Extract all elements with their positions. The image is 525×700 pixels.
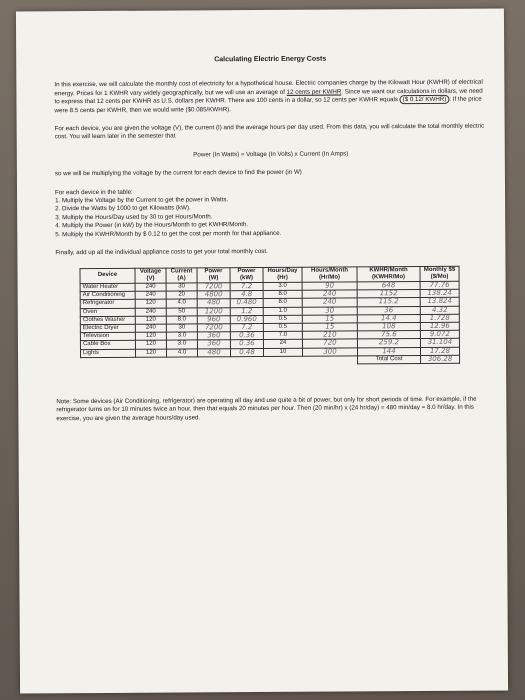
hours-month-cell: 720 <box>302 339 357 348</box>
col-header: Current (A) <box>166 267 197 283</box>
power-kw-cell: 7.2 <box>230 282 263 290</box>
hours-month-cell: 210 <box>302 331 357 340</box>
col-header: Power (W) <box>197 267 230 283</box>
hours-day-cell: 10 <box>263 348 302 356</box>
circled-rate: ($ 0.12/ KWHR) <box>400 95 450 104</box>
power-w-cell: 360 <box>197 340 230 348</box>
hours-month-cell: 15 <box>302 323 357 332</box>
current-cell: 50 <box>166 307 197 315</box>
device-cell: Air Conditioning <box>80 291 135 300</box>
hours-day-cell: 8.0 <box>263 290 302 298</box>
device-cell: Electric Dryer <box>80 324 135 333</box>
monthly-cost-cell: 17.28 <box>420 347 459 355</box>
power-kw-cell: 7.2 <box>230 323 263 331</box>
step-item: 1. Multiply the Voltage by the Current to get the power in Watts. <box>55 196 229 205</box>
step-item: 3. Multiply the Hours/Day used by 30 to get Hours/Month. <box>55 213 213 222</box>
monthly-cost-cell: 1.728 <box>420 314 459 322</box>
kwhr-month-cell: 144 <box>357 347 420 356</box>
hours-day-cell: 8.0 <box>263 299 302 307</box>
current-cell: 4.0 <box>166 299 197 307</box>
worksheet-page <box>16 9 508 694</box>
device-cell: Cable Box <box>80 341 135 350</box>
current-cell: 30 <box>166 283 197 291</box>
device-cell: Clothes Washer <box>80 316 135 325</box>
finally-text: Finally, add up all the individual appliance costs to get your total monthly cost. <box>55 248 268 257</box>
device-cell: Refrigerator <box>80 300 135 309</box>
steps-intro: For each device in the table: <box>55 188 133 196</box>
hours-month-cell: 240 <box>302 298 357 307</box>
col-header: Hours/Month (Hr/Mo) <box>302 266 357 282</box>
steps-list <box>55 186 487 239</box>
step-item: 2. Divide the Watts by 1000 to get Kilowatts (kW). <box>55 204 191 213</box>
power-kw-cell: 0.36 <box>230 340 263 348</box>
power-kw-cell: 0.960 <box>230 315 263 323</box>
total-cost-value: 306.28 <box>421 355 460 363</box>
device-cell: Television <box>80 332 135 341</box>
note-paragraph: Note: Some devices (Air Conditioning, refrigerator) are operating all day and use quite a bit of power, but only for short periods of time. For example, if the refrigerator turns on for 10 minutes twice an hour, then that equals 20 minutes per hour. Then (20 min/hr) x (24 hr/day) = 480 min/day = 8.0 hr/day. In this exercise, you are given the average hours/day used. <box>56 395 477 423</box>
hours-month-cell: 15 <box>302 315 357 324</box>
col-header: Device <box>80 268 135 284</box>
hours-month-cell: 240 <box>302 290 357 299</box>
power-w-cell: 7200 <box>197 324 230 332</box>
voltage-cell: 120 <box>135 349 166 357</box>
step-item: 5. Multiply the KWHR/Month by $ 0.12 to get the cost per month for that appliance. <box>55 229 282 238</box>
hours-month-cell: 300 <box>302 347 357 356</box>
total-cost-label: Total Cost <box>358 355 421 364</box>
device-cell: Water Heater <box>80 283 135 292</box>
voltage-cell: 240 <box>135 283 166 291</box>
hours-day-cell: 0.5 <box>263 315 302 323</box>
hours-day-cell: 3.0 <box>263 282 302 290</box>
monthly-cost-cell: 13.824 <box>420 298 459 306</box>
col-header: Hours/Day (Hr) <box>263 267 302 283</box>
power-w-cell: 360 <box>197 332 230 340</box>
current-cell: 4.0 <box>166 348 197 356</box>
power-kw-cell: 1.2 <box>230 307 263 315</box>
monthly-cost-cell: 9.072 <box>420 330 459 338</box>
intro-paragraph <box>54 79 486 115</box>
voltage-cell: 240 <box>135 308 166 316</box>
table-header-row <box>80 266 459 284</box>
monthly-cost-cell: 77.76 <box>420 281 459 289</box>
device-cell: Lights <box>80 349 135 358</box>
power-w-cell: 480 <box>197 348 230 356</box>
device-cell: Oven <box>80 308 135 317</box>
current-cell: 3.0 <box>166 332 197 340</box>
hours-month-cell: 30 <box>302 306 357 315</box>
kwhr-month-cell: 108 <box>357 322 420 331</box>
voltage-cell: 240 <box>135 324 166 332</box>
so-text: so we will be multiplying the voltage by the current for each device to find the power (in W) <box>54 169 302 178</box>
voltage-cell: 120 <box>135 332 166 340</box>
col-header: Voltage (V) <box>135 268 166 284</box>
kwhr-month-cell: 648 <box>357 281 420 290</box>
table-body <box>80 281 459 357</box>
monthly-cost-cell: 12.96 <box>420 322 459 330</box>
voltage-cell: 120 <box>135 316 166 324</box>
hours-day-cell: 24 <box>263 340 302 348</box>
power-kw-cell: 0.480 <box>230 299 263 307</box>
page-title: Calculating Electric Energy Costs <box>214 55 327 64</box>
power-kw-cell: 0.48 <box>230 348 263 356</box>
intro-end-text: : If the price were 8.5 cents per KWHR, then we would write ($0.085/KWHR). <box>54 95 482 114</box>
power-w-cell: 480 <box>197 299 230 307</box>
step-item: 4. Multiply the Power (in kW) by the Hours/Month to get KWHR/Month. <box>55 221 249 230</box>
kwhr-month-cell: 259.2 <box>357 339 420 348</box>
device-paragraph: For each device, you are given the voltage (V), the current (I) and the average hours per day used. From this data, you will calculate the total monthly electric cost. You will learn later in the semester that <box>54 122 485 141</box>
current-cell: 20 <box>166 291 197 299</box>
power-w-cell: 1200 <box>197 307 230 315</box>
current-cell: 3.0 <box>166 340 197 348</box>
total-row <box>81 355 460 366</box>
col-header: Monthly $$ ($/Mo) <box>420 266 459 282</box>
power-kw-cell: 0.36 <box>230 332 263 340</box>
kwhr-month-cell: 115.2 <box>357 298 420 307</box>
voltage-cell: 240 <box>135 291 166 299</box>
kwhr-month-cell: 75.6 <box>357 331 420 340</box>
monthly-cost-cell: 31.104 <box>420 339 459 347</box>
kwhr-month-cell: 14.4 <box>357 314 420 323</box>
hours-day-cell: 1.0 <box>263 307 302 315</box>
monthly-cost-cell: 138.24 <box>420 289 459 297</box>
kwhr-month-cell: 36 <box>357 306 420 315</box>
intro-middle-text: . Since we want our calculations in dollars, we need to express that 12 cents per KWHR as U.S. dollars per KWHR. There are 100 cents in a dollar, so 12 cents per KWHR equals <box>54 87 483 106</box>
voltage-cell: 120 <box>135 340 166 348</box>
hours-month-cell: 90 <box>302 282 357 291</box>
col-header: KWHR/Month (KWHR/Mo) <box>357 266 420 282</box>
appliance-table <box>79 265 460 366</box>
power-w-cell: 7200 <box>197 283 230 291</box>
power-w-cell: 4800 <box>197 291 230 299</box>
hours-day-cell: 7.0 <box>263 331 302 339</box>
power-w-cell: 960 <box>197 315 230 323</box>
voltage-cell: 120 <box>135 299 166 307</box>
intro-text: In this exercise, we will calculate the monthly cost of electricity for a hypothetical house. Electric companies charge by the Kilowatt Hour (KWHR) of electrical energy. Prices for 1 KWHR vary widely geographically, but we will use an average of <box>54 79 483 98</box>
hours-day-cell: 0.5 <box>263 323 302 331</box>
monthly-cost-cell: 4.32 <box>420 306 459 314</box>
power-kw-cell: 4.8 <box>230 291 263 299</box>
kwhr-month-cell: 1152 <box>357 290 420 299</box>
current-cell: 8.0 <box>166 316 197 324</box>
intro-underlined-rate: 12 cents per KWHR <box>286 88 342 96</box>
col-header: Power (kW) <box>230 267 263 283</box>
power-formula: Power (In Watts) = Voltage (In Volts) x Current (In Amps) <box>193 150 349 159</box>
current-cell: 30 <box>166 324 197 332</box>
